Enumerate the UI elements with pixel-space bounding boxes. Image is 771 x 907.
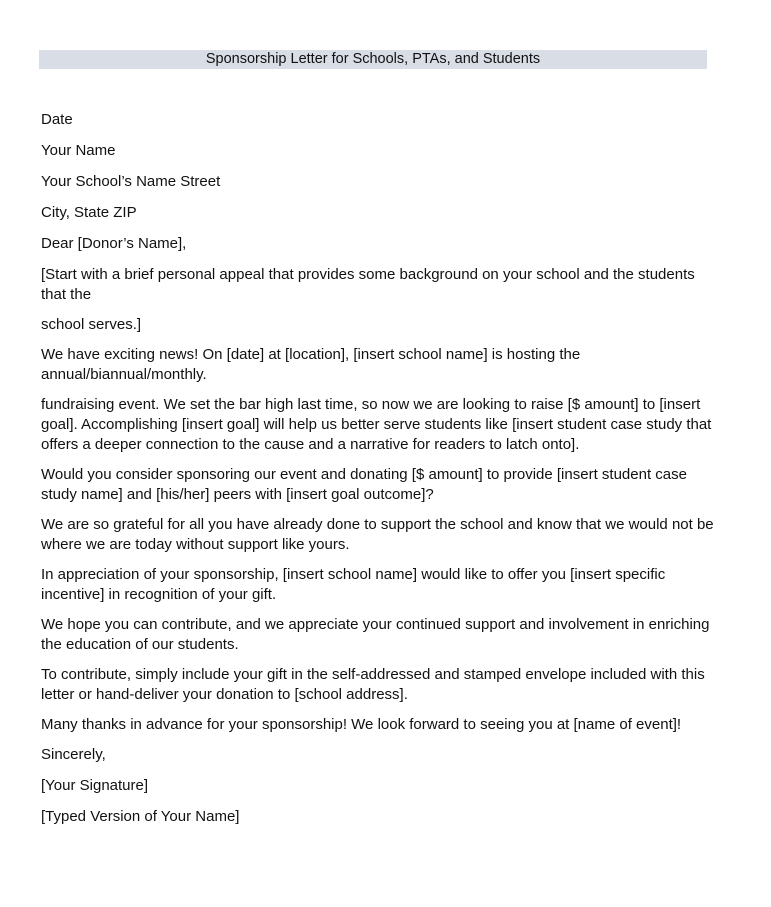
paragraph-intro-continued: school serves.] <box>41 316 142 333</box>
paragraph-fundraising: fundraising event. We set the bar high last time, so now we are looking to raise [$ amount] to [insert goal]. Accomplishing [insert goal] will help us better serve students like [insert student case study that offers a deeper connection to the cause and a narrative for readers to latch onto]. <box>41 396 712 453</box>
paragraph-how-to-contribute: To contribute, simply include your gift in the self-addressed and stamped envelope included with this letter or hand-deliver your donation to [school address]. <box>41 666 705 703</box>
paragraph-incentive: In appreciation of your sponsorship, [insert school name] would like to offer you [insert specific incentive] in recognition of your gift. <box>41 566 666 603</box>
salutation-line: Dear [Donor’s Name], <box>41 235 187 252</box>
closing-line: Sincerely, <box>41 746 106 763</box>
paragraph-intro: [Start with a brief personal appeal that provides some background on your school and the students that the <box>41 266 695 303</box>
paragraph-request: Would you consider sponsoring our event and donating [$ amount] to provide [insert student case study name] and [his/her] peers with [insert goal outcome]? <box>41 466 687 503</box>
date-line: Date <box>41 111 73 128</box>
sender-name-line: Your Name <box>41 142 116 159</box>
paragraph-news: We have exciting news! On [date] at [location], [insert school name] is hosting the annual/biannual/monthly. <box>41 346 581 383</box>
typed-name-line: [Typed Version of Your Name] <box>41 808 240 825</box>
paragraph-gratitude: We are so grateful for all you have already done to support the school and know that we would not be where we are today without support like yours. <box>41 516 714 553</box>
signature-line: [Your Signature] <box>41 777 149 794</box>
city-state-zip-line: City, State ZIP <box>41 204 137 221</box>
paragraph-hope: We hope you can contribute, and we appreciate your continued support and involvement in enriching the education of our students. <box>41 616 710 653</box>
school-street-line: Your School’s Name Street <box>41 173 221 190</box>
letter-body <box>41 110 721 838</box>
document-title: Sponsorship Letter for Schools, PTAs, and Students <box>39 50 707 69</box>
paragraph-thanks: Many thanks in advance for your sponsorship! We look forward to seeing you at [name of event]! <box>41 716 682 733</box>
